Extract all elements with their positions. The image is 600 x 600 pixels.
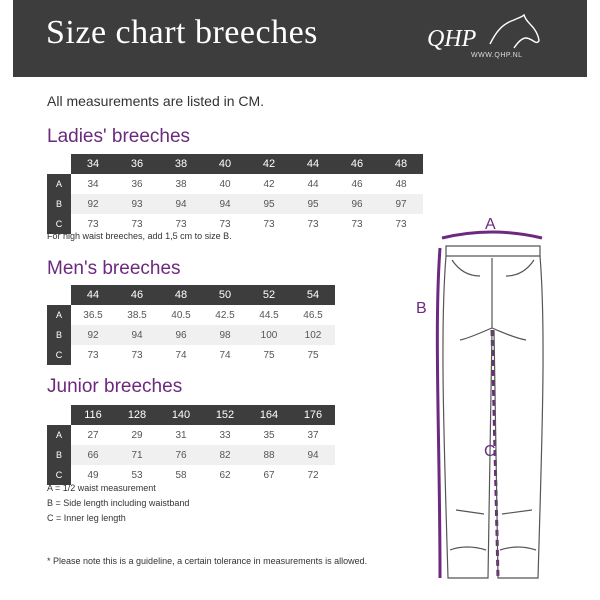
page-title: Size chart breeches xyxy=(46,14,318,51)
value-cell: 73 xyxy=(263,218,275,230)
ladies-table xyxy=(47,154,423,234)
qhp-logo xyxy=(427,14,567,64)
table-row xyxy=(47,345,335,365)
value-cell: 75 xyxy=(263,349,275,361)
men-header-row xyxy=(47,285,335,305)
value-cell: 66 xyxy=(71,445,115,465)
value-cell: 95 xyxy=(291,194,335,214)
value-cell: 48 xyxy=(395,178,407,190)
table-row xyxy=(47,194,423,214)
value-cell: 82 xyxy=(203,445,247,465)
size-cell: 42 xyxy=(247,154,291,174)
legend-item: A = 1/2 waist measurement xyxy=(47,483,156,493)
value-cell: 94 xyxy=(291,445,335,465)
logo-url: WWW.QHP.NL xyxy=(471,52,523,59)
value-cell: 73 xyxy=(131,349,143,361)
value-cell: 88 xyxy=(247,445,291,465)
value-cell: 71 xyxy=(115,445,159,465)
value-cell: 40 xyxy=(219,178,231,190)
value-cell: 42.5 xyxy=(215,309,235,321)
size-cell: 46 xyxy=(115,285,159,305)
legend-item: C = Inner leg length xyxy=(47,513,126,523)
side-length-line xyxy=(437,248,440,578)
value-cell: 73 xyxy=(307,218,319,230)
measurement-legend xyxy=(47,481,189,526)
size-cell: 152 xyxy=(203,405,247,425)
value-cell: 37 xyxy=(307,429,319,441)
value-cell: 29 xyxy=(131,429,143,441)
size-cell: 54 xyxy=(291,285,335,305)
value-cell: 94 xyxy=(203,194,247,214)
value-cell: 46 xyxy=(351,178,363,190)
value-cell: 73 xyxy=(395,218,407,230)
size-cell: 116 xyxy=(71,405,115,425)
junior-header-row xyxy=(47,405,335,425)
value-cell: 44 xyxy=(307,178,319,190)
value-cell: 42 xyxy=(263,178,275,190)
size-cell: 46 xyxy=(335,154,379,174)
row-label: A xyxy=(47,305,71,325)
value-cell: 73 xyxy=(175,218,187,230)
row-label: C xyxy=(47,465,71,485)
value-cell: 93 xyxy=(115,194,159,214)
value-cell: 74 xyxy=(219,349,231,361)
value-cell: 27 xyxy=(87,429,99,441)
row-label: A xyxy=(47,174,71,194)
label-a: A xyxy=(485,216,496,233)
junior-title: Junior breeches xyxy=(47,376,183,397)
footnote: * Please note this is a guideline, a certain tolerance in measurements is allowed. xyxy=(47,556,368,566)
table-row xyxy=(47,174,423,194)
value-cell: 73 xyxy=(87,218,99,230)
value-cell: 46.5 xyxy=(303,309,323,321)
size-cell: 164 xyxy=(247,405,291,425)
value-cell: 94 xyxy=(115,325,159,345)
value-cell: 38 xyxy=(175,178,187,190)
row-label: B xyxy=(47,194,71,214)
value-cell: 98 xyxy=(203,325,247,345)
value-cell: 73 xyxy=(219,218,231,230)
table-row xyxy=(47,305,335,325)
row-label: C xyxy=(47,345,71,365)
value-cell: 76 xyxy=(159,445,203,465)
value-cell: 96 xyxy=(159,325,203,345)
row-label: B xyxy=(47,445,71,465)
label-c: C xyxy=(484,443,496,460)
ladies-title: Ladies' breeches xyxy=(47,126,191,147)
value-cell: 96 xyxy=(335,194,379,214)
size-cell: 50 xyxy=(203,285,247,305)
size-cell: 48 xyxy=(379,154,423,174)
breeches-diagram xyxy=(400,210,580,590)
horse-head-icon xyxy=(482,14,542,54)
logo-text: QHP xyxy=(427,26,477,52)
value-cell: 95 xyxy=(247,194,291,214)
value-cell: 38.5 xyxy=(127,309,147,321)
size-cell: 44 xyxy=(291,154,335,174)
size-cell: 36 xyxy=(115,154,159,174)
value-cell: 75 xyxy=(307,349,319,361)
value-cell: 73 xyxy=(87,349,99,361)
size-cell: 44 xyxy=(71,285,115,305)
table-row xyxy=(47,325,335,345)
value-cell: 73 xyxy=(131,218,143,230)
size-cell: 38 xyxy=(159,154,203,174)
row-label: C xyxy=(47,214,71,234)
table-row xyxy=(47,445,335,465)
size-cell: 128 xyxy=(115,405,159,425)
intro-text: All measurements are listed in CM. xyxy=(47,93,265,109)
value-cell: 35 xyxy=(263,429,275,441)
value-cell: 97 xyxy=(379,194,423,214)
value-cell: 33 xyxy=(219,429,231,441)
value-cell: 102 xyxy=(291,325,335,345)
men-table xyxy=(47,285,335,365)
row-label: A xyxy=(47,425,71,445)
value-cell: 92 xyxy=(71,325,115,345)
size-cell: 52 xyxy=(247,285,291,305)
value-cell: 62 xyxy=(219,469,231,481)
value-cell: 58 xyxy=(175,469,187,481)
value-cell: 49 xyxy=(87,469,99,481)
size-cell: 140 xyxy=(159,405,203,425)
size-cell: 48 xyxy=(159,285,203,305)
value-cell: 36.5 xyxy=(83,309,103,321)
value-cell: 67 xyxy=(263,469,275,481)
size-cell: 34 xyxy=(71,154,115,174)
value-cell: 92 xyxy=(71,194,115,214)
breeches-illustration xyxy=(400,210,580,590)
table-row xyxy=(47,425,335,445)
value-cell: 100 xyxy=(247,325,291,345)
value-cell: 34 xyxy=(87,178,99,190)
value-cell: 40.5 xyxy=(171,309,191,321)
size-cell: 40 xyxy=(203,154,247,174)
row-label: B xyxy=(47,325,71,345)
value-cell: 94 xyxy=(159,194,203,214)
legend-item: B = Side length including waistband xyxy=(47,498,190,508)
value-cell: 36 xyxy=(131,178,143,190)
junior-table xyxy=(47,405,335,485)
value-cell: 74 xyxy=(175,349,187,361)
value-cell: 53 xyxy=(131,469,143,481)
men-title: Men's breeches xyxy=(47,258,181,279)
value-cell: 44.5 xyxy=(259,309,279,321)
label-b: B xyxy=(416,300,427,317)
ladies-note: For high waist breeches, add 1,5 cm to size B. xyxy=(47,231,232,241)
ladies-header-row xyxy=(47,154,423,174)
size-cell: 176 xyxy=(291,405,335,425)
value-cell: 73 xyxy=(351,218,363,230)
value-cell: 31 xyxy=(175,429,187,441)
header-bar xyxy=(13,0,587,77)
value-cell: 72 xyxy=(307,469,319,481)
